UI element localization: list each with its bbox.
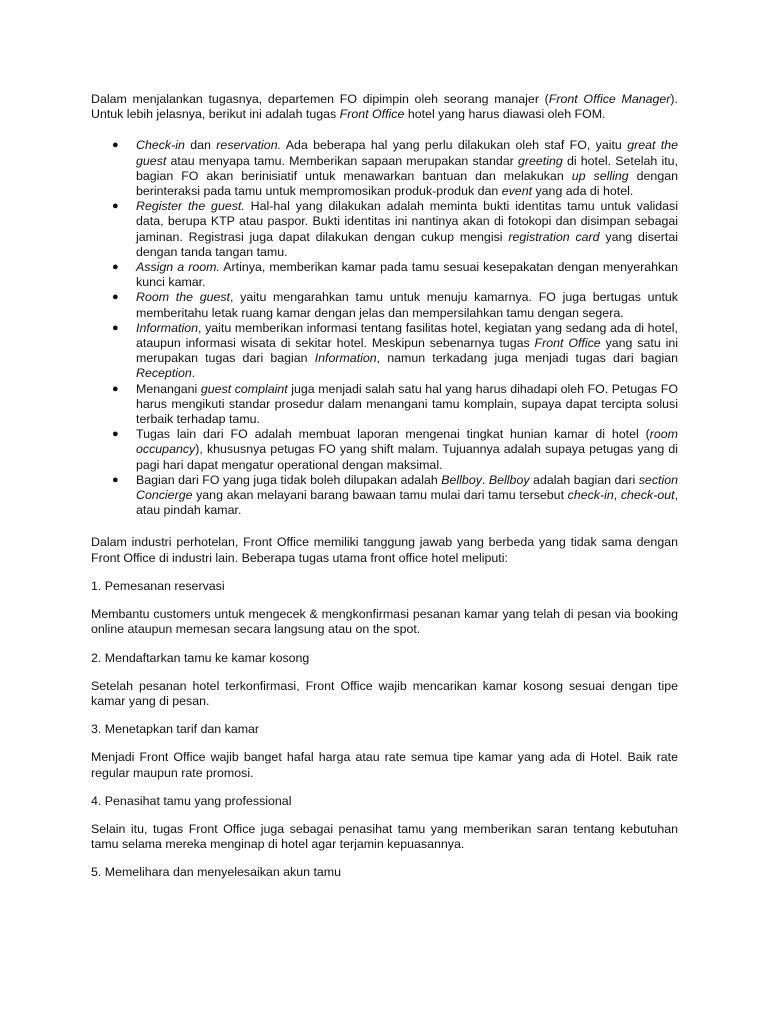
bullet-icon: ● (112, 139, 119, 152)
industry-intro: Dalam industri perhotelan, Front Office memiliki tanggung jawab yang berbeda yang tidak sama dengan Front Office di industri lain. Beberapa tugas utama front office hotel meliputi: (91, 535, 678, 565)
duty-item (91, 382, 678, 428)
task-heading: 2. Mendaftarkan tamu ke kamar kosong (91, 650, 310, 665)
duty-item (91, 473, 678, 519)
duty-item (91, 260, 678, 290)
duty-item (91, 138, 678, 199)
bullet-icon: ● (112, 291, 119, 304)
duty-text: Information, yaitu memberikan informasi tentang fasilitas hotel, kegiatan yang sedang ada di hotel, ataupun informasi wisata di sekitar hotel. Meskipun sebenarnya tugas Front Office yang satu ini merupakan tugas dari bagian Information, namun terkadang juga menjadi tugas dari bagian Reception. (136, 320, 678, 381)
duty-item (91, 290, 678, 320)
task-body: Setelah pesanan hotel terkonfirmasi, Front Office wajib mencarikan kamar kosong sesuai dengan tipe kamar yang di pesan. (91, 678, 678, 708)
duty-item (91, 427, 678, 473)
document-page (91, 92, 678, 894)
task-heading: 4. Penasihat tamu yang professional (91, 793, 292, 808)
bullet-icon: ● (112, 321, 119, 334)
task-heading: 3. Menetapkan tarif dan kamar (91, 722, 260, 737)
duty-text: Tugas lain dari FO adalah membuat laporan mengenai tingkat hunian kamar di hotel (room occupancy), khususnya petugas FO yang shift malam. Tujuannya adalah supaya petugas yang di pagi hari dapat mengatur operational dengan maksimal. (136, 427, 678, 472)
task-body: Selain itu, tugas Front Office juga sebagai penasihat tamu yang memberikan saran tentang kebutuhan tamu selama mereka menginap di hotel agar terjamin kepuasannya. (91, 821, 678, 852)
task-body: Menjadi Front Office wajib banget hafal harga atau rate semua tipe kamar yang ada di Hotel. Baik rate regular maupun rate promosi. (91, 750, 678, 780)
task-heading: 5. Memelihara dan menyelesaikan akun tamu (91, 865, 342, 880)
bullet-icon: ● (112, 200, 119, 213)
bullet-icon: ● (112, 382, 119, 395)
duty-text: Assign a room. Artinya, memberikan kamar pada tamu sesuai kesepakatan dengan menyerahkan kunci kamar. (136, 260, 678, 290)
duty-text: Menangani guest complaint juga menjadi salah satu hal yang harus dihadapi oleh FO. Petugas FO harus mengikuti standar prosedur dalam menangani tamu komplain, supaya dapat tercipta solusi terbaik terhadap tamu. (136, 381, 678, 427)
task-heading: 1. Pemesanan reservasi (91, 578, 225, 593)
intro-paragraph: Dalam menjalankan tugasnya, departemen FO dipimpin oleh seorang manajer (Front Office Manager). Untuk lebih jelasnya, berikut ini adalah tugas Front Office hotel yang harus diawasi oleh FOM. (91, 92, 678, 122)
bullet-icon: ● (112, 261, 119, 274)
duty-text: Bagian dari FO yang juga tidak boleh dilupakan adalah Bellboy. Bellboy adalah bagian dari section Concierge yang akan melayani barang bawaan tamu mulai dari tamu tersebut check-in, check-out, atau pindah kamar. (136, 472, 679, 518)
task-body: Membantu customers untuk mengecek & mengkonfirmasi pesanan kamar yang telah di pesan via booking online ataupun memesan secara langsung atau on the spot. (91, 607, 678, 637)
duty-text: Room the guest, yaitu mengarahkan tamu untuk menuju kamarnya. FO juga bertugas untuk memberitahu letak ruang kamar dengan jelas dan mempersilahkan tamu dengan segera. (136, 290, 678, 320)
duty-item (91, 321, 678, 382)
bullet-icon: ● (112, 428, 119, 441)
duties-list (91, 138, 678, 518)
duty-item (91, 199, 678, 260)
duty-text: Check-in dan reservation. Ada beberapa hal yang perlu dilakukan oleh staf FO, yaitu great the guest atau menyapa tamu. Memberikan sapaan merupakan standar greeting di hotel. Setelah itu, bagian FO akan berinisiatif untuk menawarkan bantuan dan melakukan up selling dengan berinteraksi pada tamu untuk mempromosikan produk-produk dan event yang ada di hotel. (136, 138, 679, 199)
bullet-icon: ● (112, 473, 119, 486)
duty-text: Register the guest. Hal-hal yang dilakukan adalah meminta bukti identitas tamu untuk validasi data, berupa KTP atau paspor. Bukti identitas ini nantinya akan di fotokopi dan disimpan sebagai jaminan. Registrasi juga dapat dilakukan dengan cukup mengisi registration card yang disertai dengan tanda tangan tamu. (136, 199, 679, 259)
